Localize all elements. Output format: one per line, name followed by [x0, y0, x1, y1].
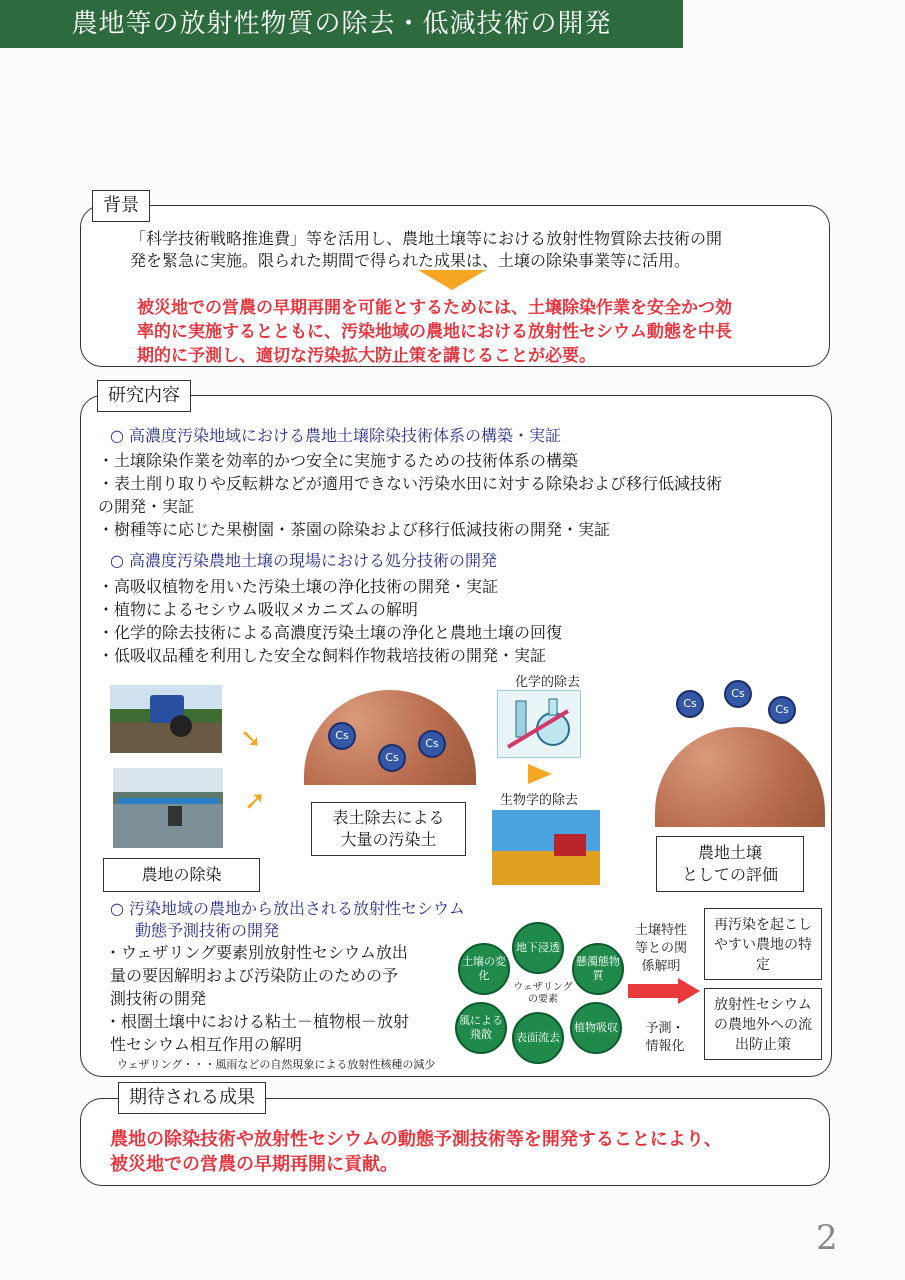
cs-particle: Cs [418, 730, 446, 758]
eval-label-line1: 農地土壌 [697, 843, 762, 862]
sunflower-field-image [492, 810, 600, 885]
t3-bullet1b: 量の要因解明および汚染防止のための予 [110, 966, 399, 985]
weathering-circle: 地下浸透 [512, 922, 564, 974]
weathering-center: ウェザリングの要素 [513, 982, 573, 1005]
weathering-circle: 植物吸収 [570, 1002, 622, 1054]
weathering-circle: 懸濁態物質 [572, 943, 624, 995]
results-heading: 期待される成果 [118, 1082, 266, 1114]
t1-bullet3: ・樹種等に応じた果樹園・茶園の除染および移行低減技術の開発・実証 [98, 520, 611, 539]
results-red2: 被災地での営農の早期再開に貢献。 [110, 1154, 398, 1175]
t1-bullet2b: の開発・実証 [98, 497, 195, 516]
t1-bullet1: ・土壌除染作業を効率的かつ安全に実施するための技術体系の構築 [98, 451, 579, 470]
down-arrow-icon [418, 270, 486, 290]
research-heading: 研究内容 [97, 380, 191, 412]
arrow-right-icon-3 [528, 764, 552, 784]
arrow-right-icon: ➘ [240, 724, 262, 754]
t3-bullet1c: 測技術の開発 [110, 989, 207, 1008]
flask-icon [497, 690, 581, 758]
background-red2: 率的に実施するとともに、汚染地域の農地における放射性セシウム動態を中長 [137, 322, 732, 342]
soil-label [311, 802, 466, 856]
tractor-photo [110, 685, 222, 753]
farm-decon-label: 農地の除染 [103, 858, 260, 892]
topic1: ○ 高濃度汚染地域における農地土壌除染技術体系の構築・実証 [110, 426, 562, 445]
t2-bullet3: ・化学的除去技術による高濃度汚染土壌の浄化と農地土壌の回復 [98, 623, 563, 642]
cs-particle: Cs [768, 696, 796, 724]
arrow-bottom-label: 予測・情報化 [645, 1021, 685, 1054]
soil-label-line2: 大量の汚染土 [340, 830, 437, 849]
eval-label [656, 836, 804, 892]
outcome-1: 再汚染を起こしやすい農地の特定 [704, 908, 822, 980]
background-heading: 背景 [92, 190, 150, 222]
weathering-circle: 風による飛散 [455, 1002, 507, 1054]
background-red1: 被災地での営農の早期再開を可能とするためには、土壌除染作業を安全かつ効 [137, 298, 732, 318]
outcome-2: 放射性セシウムの農地外への流出防止策 [704, 988, 822, 1060]
eval-label-line2: としての評価 [681, 865, 778, 884]
page-title: 農地等の放射性物質の除去・低減技術の開発 [0, 0, 683, 48]
arrow-top-label: 土壌特性等との関係解明 [634, 923, 687, 974]
topic3a: ○ 汚染地域の農地から放出される放射性セシウム [110, 899, 465, 918]
big-arrow-icon [628, 984, 680, 998]
t3-bullet2a: ・根圏土壌中における粘土－植物根－放射 [105, 1012, 410, 1031]
paddy-photo [113, 768, 223, 848]
results-red1: 農地の除染技術や放射性セシウムの動態予測技術等を開発することにより、 [110, 1129, 722, 1150]
background-line1: 「科学技術戦略推進費」等を活用し、農地土壌等における放射性物質除去技術の開 [130, 229, 723, 248]
t2-bullet4: ・低吸収品種を利用した安全な飼料作物栽培技術の開発・実証 [98, 646, 547, 665]
weathering-note: ウェザリング・・・風雨などの自然現象による放射性核種の減少 [117, 1058, 436, 1071]
big-arrow-head [678, 978, 700, 1004]
t2-bullet1: ・高吸収植物を用いた汚染土壌の浄化技術の開発・実証 [98, 577, 499, 596]
weathering-circle: 表面流去 [512, 1012, 564, 1064]
weathering-circle: 土壌の変化 [458, 943, 510, 995]
cs-particle: Cs [724, 680, 752, 708]
page-number: 2 [816, 1218, 838, 1258]
t3-bullet2b: 性セシウム相互作用の解明 [110, 1035, 302, 1054]
t1-bullet2a: ・表土削り取りや反転耕などが適用できない汚染水田に対する除染および移行低減技術 [98, 474, 723, 493]
t3-bullet1a: ・ウェザリング要素別放射性セシウム放出 [105, 943, 408, 962]
background-line2: 発を緊急に実施。限られた期間で得られた成果は、土壌の除染事業等に活用。 [130, 251, 691, 270]
background-red3: 期的に予測し、適切な汚染拡大防止策を講じることが必要。 [137, 346, 596, 366]
chem-label: 化学的除去 [515, 675, 581, 690]
bio-label: 生物学的除去 [500, 793, 579, 808]
topic2: ○ 高濃度汚染農地土壌の現場における処分技術の開発 [110, 551, 498, 570]
arrow-right-icon-2: ➚ [244, 786, 266, 816]
cs-particle: Cs [676, 690, 704, 718]
soil-label-line1: 表土除去による [332, 808, 445, 827]
cs-particle: Cs [328, 722, 356, 750]
topic3b: 動態予測技術の開発 [135, 921, 280, 940]
t2-bullet2: ・植物によるセシウム吸収メカニズムの解明 [98, 600, 418, 619]
cs-particle: Cs [378, 744, 406, 772]
